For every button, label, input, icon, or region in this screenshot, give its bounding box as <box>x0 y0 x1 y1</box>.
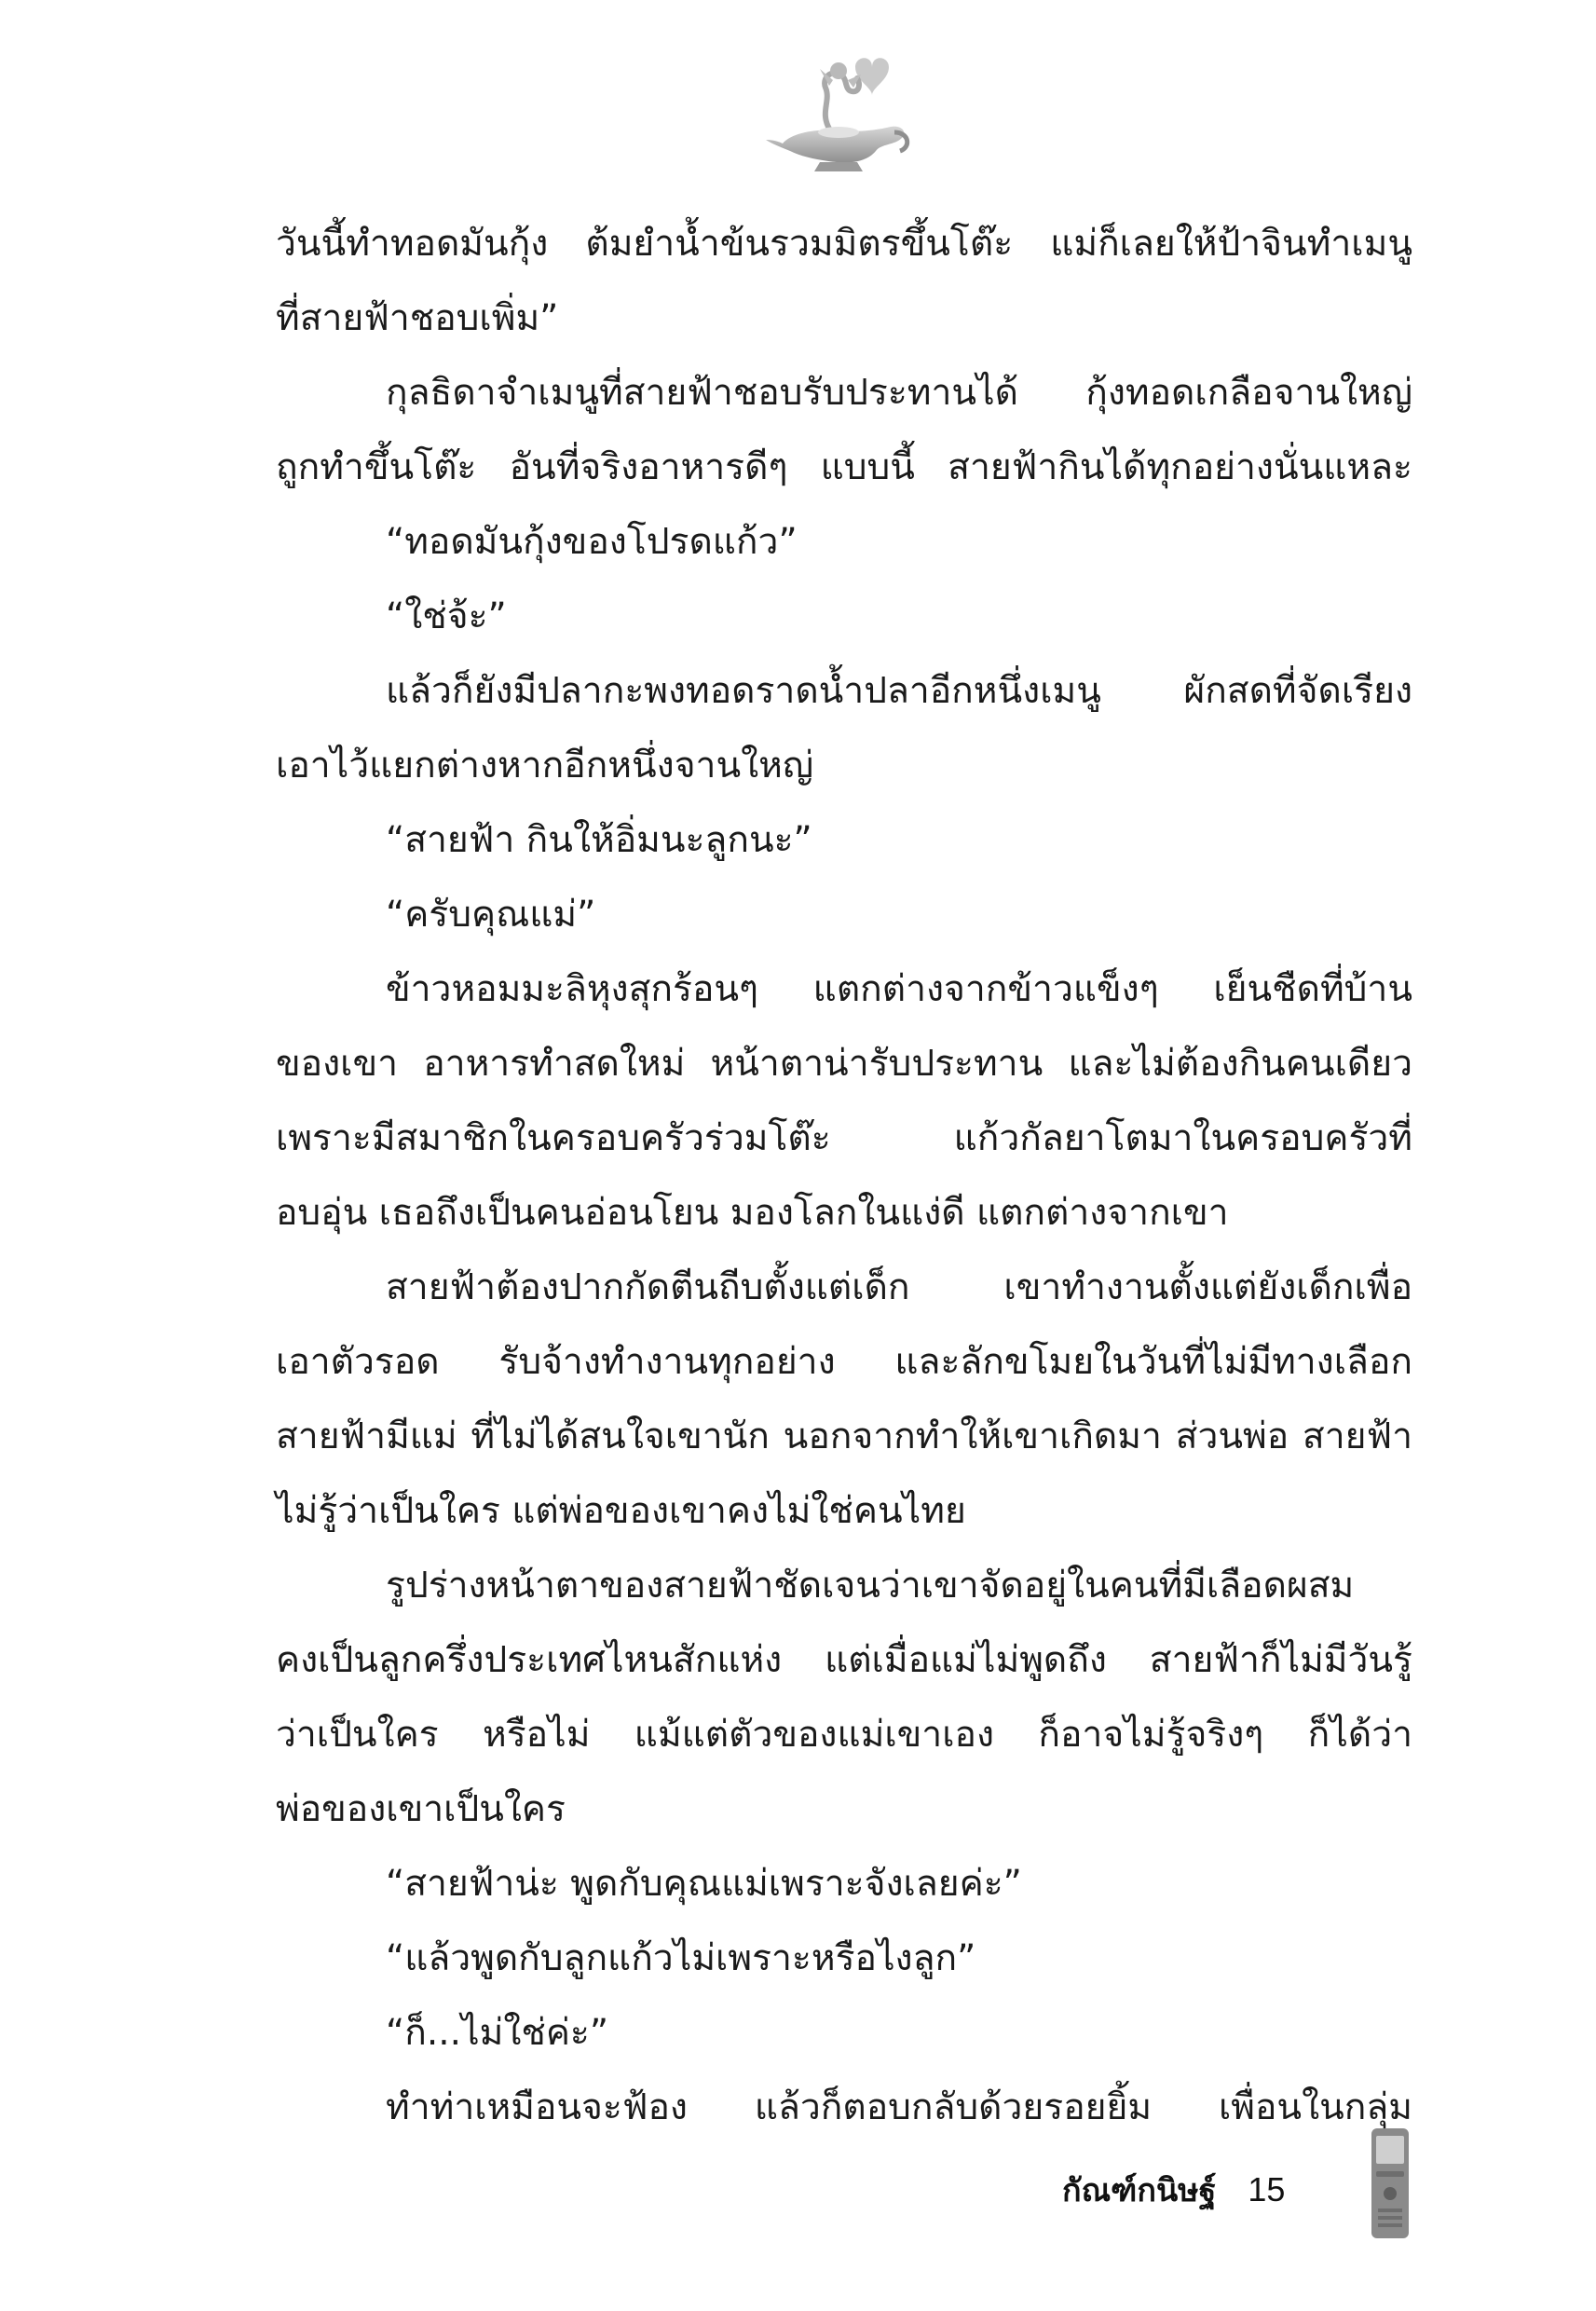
text-line: อบอุ่น เธอถึงเป็นคนอ่อนโยน มองโลกในแง่ดี แตกต่างจากเขา <box>276 1192 1229 1234</box>
text-line: แล้วก็ยังมีปลากะพงทอดราดน้ำปลาอีกหนึ่งเมนู ผักสดที่จัดเรียง <box>386 670 1412 712</box>
text-line: “สายฟ้าน่ะ พูดกับคุณแม่เพราะจังเลยค่ะ” <box>386 1863 1022 1905</box>
text-line: “ก็...ไม่ใช่ค่ะ” <box>386 2012 609 2054</box>
text-line: คงเป็นลูกครึ่งประเทศไหนสักแห่ง แต่เมื่อแม่ไม่พูดถึง สายฟ้าก็ไม่มีวันรู้ <box>276 1639 1412 1681</box>
text-line: เอาไว้แยกต่างหากอีกหนึ่งจานใหญ่ <box>276 745 814 786</box>
text-line: ข้าวหอมมะลิหุงสุกร้อนๆ แตกต่างจากข้าวแข็งๆ เย็นชืดที่บ้าน <box>386 968 1412 1010</box>
text-line: พ่อของเขาเป็นใคร <box>276 1788 566 1830</box>
text-line: เอาตัวรอด รับจ้างทำงานทุกอย่าง และลักขโมยในวันที่ไม่มีทางเลือก <box>276 1341 1412 1383</box>
body-text <box>276 207 1412 2145</box>
text-line: ไม่รู้ว่าเป็นใคร แต่พ่อของเขาคงไม่ใช่คนไทย <box>276 1490 966 1532</box>
text-line: “ทอดมันกุ้งของโปรดแก้ว” <box>386 521 798 563</box>
text-line: “ครับคุณแม่” <box>386 894 596 936</box>
footer-author: กัณฑ์กนิษฐ์ <box>1062 2172 1217 2209</box>
text-line: วันนี้ทำทอดมันกุ้ง ต้มยำน้ำข้นรวมมิตรขึ้นโต๊ะ แม่ก็เลยให้ป้าจินทำเมนู <box>276 223 1412 265</box>
text-line: เพราะมีสมาชิกในครอบครัวร่วมโต๊ะ แก้วกัลยาโตมาในครอบครัวที่ <box>276 1117 1412 1159</box>
voice-recorder-icon <box>1370 2126 1411 2240</box>
text-line: “สายฟ้า กินให้อิ่มนะลูกนะ” <box>386 819 812 861</box>
genie-lamp-icon <box>764 47 913 177</box>
text-line: รูปร่างหน้าตาของสายฟ้าชัดเจนว่าเขาจัดอยู่ในคนที่มีเลือดผสม <box>386 1565 1355 1607</box>
text-line: สายฟ้าต้องปากกัดตีนถีบตั้งแต่เด็ก เขาทำงานตั้งแต่ยังเด็กเพื่อ <box>386 1266 1412 1308</box>
text-line: “ใช่จ้ะ” <box>386 595 507 637</box>
text-line: “แล้วพูดกับลูกแก้วไม่เพราะหรือไงลูก” <box>386 1937 976 1979</box>
text-line: ของเขา อาหารทำสดใหม่ หน้าตาน่ารับประทาน และไม่ต้องกินคนเดียว <box>276 1043 1412 1085</box>
text-line: ทำท่าเหมือนจะฟ้อง แล้วก็ตอบกลับด้วยรอยยิ้ม เพื่อนในกลุ่ม <box>386 2086 1412 2128</box>
text-line: สายฟ้ามีแม่ ที่ไม่ได้สนใจเขานัก นอกจากทำให้เขาเกิดมา ส่วนพ่อ สายฟ้า <box>276 1415 1412 1457</box>
page-number: 15 <box>1248 2170 1286 2208</box>
text-line: ที่สายฟ้าชอบเพิ่ม” <box>276 297 559 339</box>
text-line: กุลธิดาจำเมนูที่สายฟ้าชอบรับประทานได้ กุ้งทอดเกลือจานใหญ่ <box>386 372 1412 414</box>
text-line: ว่าเป็นใคร หรือไม่ แม้แต่ตัวของแม่เขาเอง ก็อาจไม่รู้จริงๆ ก็ได้ว่า <box>276 1714 1412 1756</box>
page-footer <box>1062 2162 1285 2218</box>
text-line: ถูกทำขึ้นโต๊ะ อันที่จริงอาหารดีๆ แบบนี้ สายฟ้ากินได้ทุกอย่างนั่นแหละ <box>276 446 1412 488</box>
